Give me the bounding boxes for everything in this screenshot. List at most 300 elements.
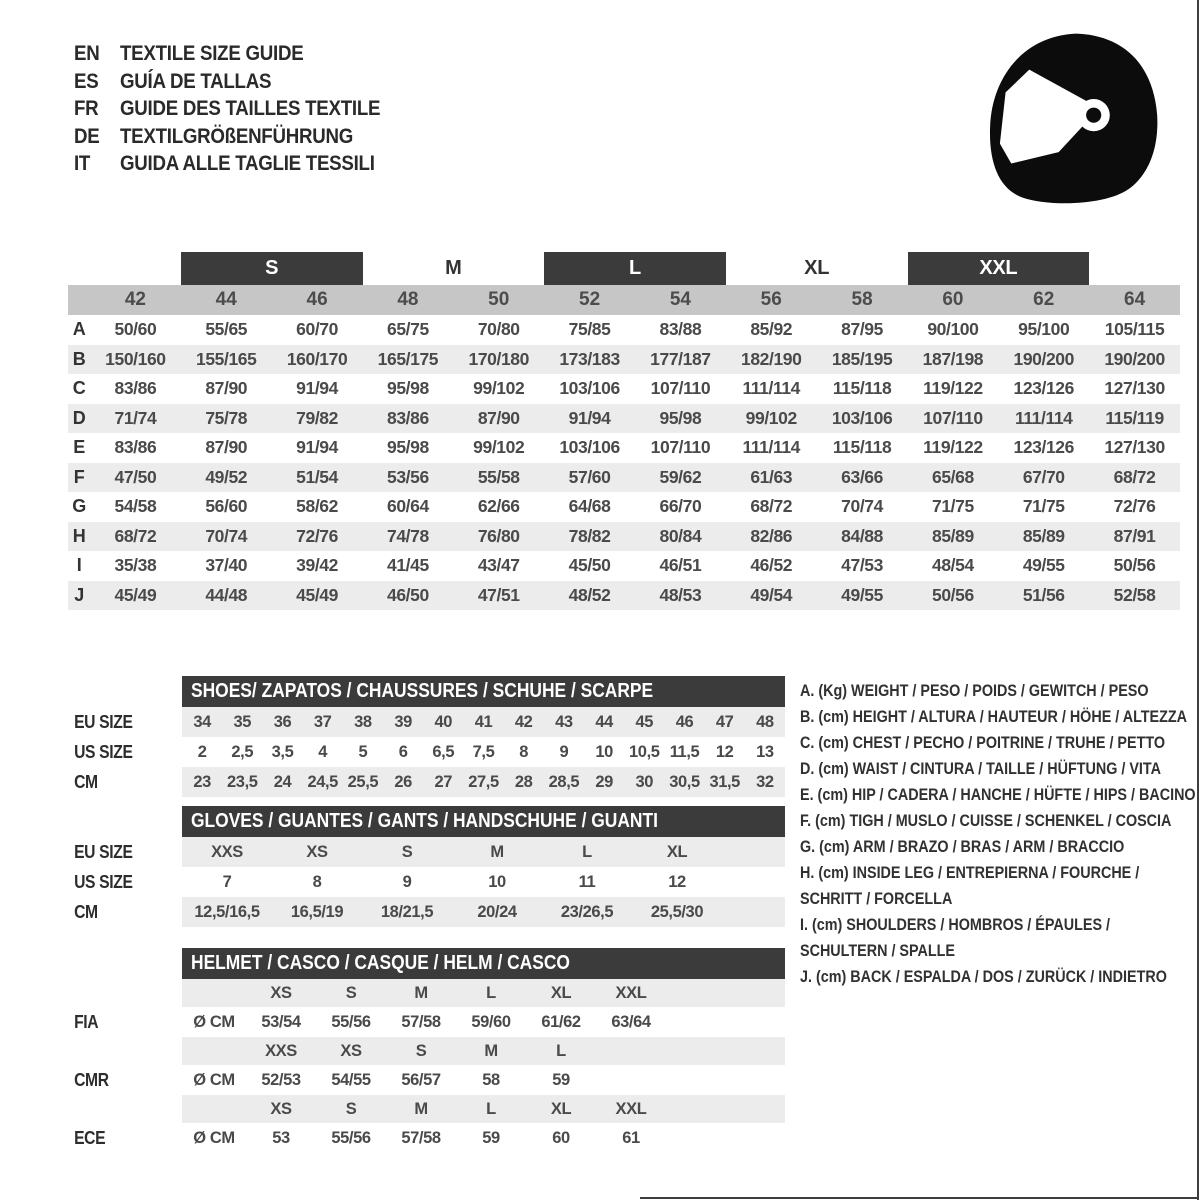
helmet-size-header-row <box>68 979 785 1007</box>
size-value-cell: 87/90 <box>205 437 248 458</box>
size-value-cell: 50/56 <box>1113 555 1156 576</box>
helmet-size-header: M <box>484 1041 498 1060</box>
legend-line <box>800 964 1198 990</box>
diameter-unit-label: Ø CM <box>193 1070 235 1089</box>
size-value-cell: 103/106 <box>559 437 620 458</box>
row-values <box>182 867 785 897</box>
size-value-cell: 10 <box>488 872 506 891</box>
size-value-cell: 185/195 <box>831 348 893 369</box>
measurement-row <box>68 492 1180 522</box>
racing-helmet-icon <box>975 28 1165 208</box>
size-group-label: L <box>544 252 726 285</box>
size-value-cell: 53/56 <box>387 466 429 487</box>
size-value-cell: 31,5 <box>709 772 740 791</box>
size-value-cell: 150/160 <box>105 348 166 369</box>
row-values <box>182 897 785 927</box>
shoes-section-title-bar <box>182 676 785 707</box>
legend-line <box>800 808 1198 834</box>
measurement-rows <box>68 315 1180 610</box>
legend-line <box>800 678 1198 704</box>
measurement-row <box>68 463 1180 493</box>
legend-text: D. (cm) WAIST / CINTURA / TAILLE / HÜFTUNG / VITA <box>800 759 1161 778</box>
size-column-header: 44 <box>215 289 237 310</box>
size-value-cell: 10 <box>595 742 613 761</box>
helmet-size-header: XS <box>270 1099 292 1118</box>
size-value-cell: 7 <box>222 872 232 891</box>
size-value-cell: 78/82 <box>568 525 611 546</box>
size-value-cell: 23/26,5 <box>560 902 614 921</box>
size-value-cell: 60/64 <box>387 496 429 517</box>
gloves-rows <box>68 837 785 927</box>
size-value-cell: 99/102 <box>473 437 525 458</box>
legend-text: SCHULTERN / SPALLE <box>800 941 955 960</box>
size-value-cell: 13 <box>756 742 774 761</box>
helmet-standard-label: CMR <box>74 1069 109 1090</box>
size-column-header: 52 <box>579 289 601 310</box>
size-value-cell: 6 <box>398 742 408 761</box>
helmet-size-value: 59/60 <box>471 1012 511 1031</box>
size-value-cell: 82/86 <box>750 525 793 546</box>
size-value-cell: 160/170 <box>286 348 348 369</box>
size-value-cell: 55/65 <box>205 319 248 340</box>
size-value-cell: 52/58 <box>1113 584 1156 605</box>
helmet-size-header: L <box>486 983 496 1002</box>
size-value-cell: 111/114 <box>742 378 801 399</box>
diameter-unit-label: Ø CM <box>193 1012 235 1031</box>
helmet-size-value: 61/62 <box>541 1012 581 1031</box>
size-value-cell: 59/62 <box>659 466 702 487</box>
size-value-cell: 70/80 <box>477 319 520 340</box>
size-value-cell: 119/122 <box>923 437 983 458</box>
size-value-cell: 170/180 <box>468 348 529 369</box>
size-value-cell: 83/86 <box>114 378 157 399</box>
row-letter: E <box>73 437 85 458</box>
size-value-cell: 38 <box>354 712 372 731</box>
size-value-cell: 90/100 <box>927 319 979 340</box>
size-value-cell: 190/200 <box>1013 348 1074 369</box>
size-value-cell: 45 <box>635 712 654 731</box>
size-value-cell: 47/50 <box>114 466 157 487</box>
measurement-row <box>68 404 1180 434</box>
row-values <box>182 707 785 737</box>
size-value-cell: 29 <box>595 772 613 791</box>
language-title: TEXTILGRÖßENFÜHRUNG <box>120 123 354 148</box>
row-values <box>182 1007 785 1037</box>
size-value-cell: 63/66 <box>841 466 883 487</box>
row-letter: C <box>72 378 86 399</box>
size-value-cell: 173/183 <box>559 348 620 369</box>
size-column-header: 62 <box>1033 289 1055 310</box>
helmet-size-header: XL <box>550 983 572 1002</box>
row-values <box>182 979 785 1007</box>
size-value-cell: 115/118 <box>832 437 892 458</box>
size-value-cell: 71/75 <box>1022 496 1065 517</box>
measurement-row <box>68 315 1180 345</box>
size-row <box>68 737 785 767</box>
size-value-cell: 95/98 <box>387 378 429 399</box>
size-value-cell: 26 <box>394 772 412 791</box>
size-value-cell: 87/90 <box>477 407 520 428</box>
size-value-cell: 35 <box>233 712 252 731</box>
language-item <box>74 150 419 178</box>
size-value-cell: 67/70 <box>1022 466 1065 487</box>
legend-line <box>800 860 1198 886</box>
legend-text: F. (cm) TIGH / MUSLO / CUISSE / SCHENKEL / COSCIA <box>800 811 1172 830</box>
size-value-cell: 64/68 <box>568 496 611 517</box>
helmet-size-value: 57/58 <box>401 1128 441 1147</box>
helmet-size-value: 63/64 <box>611 1012 651 1031</box>
legend-text: J. (cm) BACK / ESPALDA / DOS / ZURÜCK / INDIETRO <box>800 967 1167 986</box>
image-border-right <box>1197 0 1199 1200</box>
helmet-size-header-row <box>68 1095 785 1123</box>
size-value-cell: L <box>582 842 592 861</box>
size-value-cell: 66/70 <box>659 496 702 517</box>
size-value-cell: 83/86 <box>387 407 429 428</box>
size-row <box>68 707 785 737</box>
size-value-cell: S <box>401 842 413 861</box>
size-value-cell: 55/58 <box>477 466 520 487</box>
size-value-cell: 57/60 <box>568 466 611 487</box>
size-value-cell: 41/45 <box>387 555 429 576</box>
size-value-cell: 30 <box>635 772 654 791</box>
helmet-value-row <box>68 1123 785 1153</box>
size-value-cell: 51/54 <box>296 466 338 487</box>
size-value-cell: 45/50 <box>568 555 611 576</box>
helmet-size-value: 60 <box>552 1128 570 1147</box>
size-column-header: 46 <box>306 289 328 310</box>
size-value-cell: 54/58 <box>114 496 157 517</box>
size-value-cell: 70/74 <box>841 496 883 517</box>
language-code: IT <box>74 151 91 176</box>
size-column-header: 50 <box>488 289 510 310</box>
size-value-cell: 11 <box>578 872 596 891</box>
measurement-row <box>68 433 1180 463</box>
size-value-cell: 99/102 <box>745 407 797 428</box>
helmet-size-value: 54/55 <box>331 1070 371 1089</box>
gloves-section-title-bar <box>182 806 785 837</box>
legend-line <box>800 756 1198 782</box>
size-value-cell: 2,5 <box>231 742 254 761</box>
size-value-cell: 49/52 <box>205 466 248 487</box>
size-group-label: M <box>445 257 462 279</box>
size-value-cell: 107/110 <box>650 437 711 458</box>
size-value-cell: 84/88 <box>841 525 883 546</box>
size-value-cell: 87/95 <box>841 319 883 340</box>
image-border-bottom <box>640 1197 1199 1199</box>
size-value-cell: 99/102 <box>473 378 525 399</box>
legend-line <box>800 886 1198 912</box>
language-code: ES <box>74 68 99 93</box>
size-value-cell: 60/70 <box>296 319 338 340</box>
row-values <box>182 767 785 797</box>
size-value-cell: 48/54 <box>932 555 974 576</box>
row-values <box>182 837 785 867</box>
size-value-cell: 75/78 <box>205 407 248 428</box>
size-value-cell: 43 <box>555 712 573 731</box>
size-value-cell: 190/200 <box>1104 348 1165 369</box>
helmet-size-header: S <box>345 983 357 1002</box>
language-title: GUIDA ALLE TAGLIE TESSILI <box>120 151 375 176</box>
helmet-standard-label: FIA <box>74 1011 99 1032</box>
row-values <box>182 1037 785 1065</box>
size-value-cell: 65/75 <box>387 319 429 340</box>
helmet-section-title: HELMET / CASCO / CASQUE / HELM / CASCO <box>191 952 570 974</box>
size-value-cell: 72/76 <box>1113 496 1156 517</box>
numeric-size-header-row <box>68 285 1180 315</box>
size-value-cell: 87/90 <box>205 378 248 399</box>
row-label: EU SIZE <box>74 841 133 862</box>
language-title: GUÍA DE TALLAS <box>120 68 272 93</box>
size-value-cell: 187/198 <box>922 348 984 369</box>
size-value-cell: 123/126 <box>1013 378 1074 399</box>
size-value-cell: 6,5 <box>432 742 455 761</box>
numeric-header-spacer <box>68 285 90 315</box>
size-value-cell: 127/130 <box>1104 437 1165 458</box>
helmet-section-title-bar <box>182 948 785 979</box>
legend-text: I. (cm) SHOULDERS / HOMBROS / ÉPAULES / <box>800 915 1111 934</box>
row-label: US SIZE <box>74 741 133 762</box>
size-value-cell: 49/55 <box>1022 555 1065 576</box>
language-code: FR <box>74 96 99 121</box>
size-value-cell: 103/106 <box>831 407 893 428</box>
size-value-cell: 12 <box>715 742 734 761</box>
size-column-header: 48 <box>397 289 419 310</box>
size-value-cell: 12 <box>668 872 686 891</box>
size-column-header: 42 <box>124 289 146 310</box>
size-value-cell: 182/190 <box>741 348 802 369</box>
size-value-cell: 46/51 <box>659 555 702 576</box>
size-value-cell: 27 <box>434 772 453 791</box>
legend-text: C. (cm) CHEST / PECHO / POITRINE / TRUHE / PETTO <box>800 733 1166 752</box>
size-value-cell: 40 <box>434 712 453 731</box>
size-value-cell: 71/74 <box>114 407 157 428</box>
helmet-value-row <box>68 1065 785 1095</box>
size-value-cell: 23 <box>193 772 211 791</box>
row-values <box>182 1095 785 1123</box>
legend-text: G. (cm) ARM / BRAZO / BRAS / ARM / BRACCIO <box>800 837 1125 856</box>
size-column-header: 58 <box>851 289 873 310</box>
size-value-cell: 79/82 <box>296 407 338 428</box>
row-label-empty <box>68 979 182 1007</box>
helmet-size-header: M <box>414 983 428 1002</box>
size-column-header: 56 <box>760 289 782 310</box>
size-value-cell: 62/66 <box>477 496 520 517</box>
language-code: EN <box>74 41 100 66</box>
gloves-section-title: GLOVES / GUANTES / GANTS / HANDSCHUHE / GUANTI <box>191 810 658 832</box>
size-value-cell: 45/49 <box>114 584 157 605</box>
size-value-cell: 28 <box>514 772 533 791</box>
size-value-cell: XL <box>666 842 688 861</box>
size-value-cell: 46/52 <box>750 555 793 576</box>
helmet-size-value: 61 <box>622 1128 640 1147</box>
size-value-cell: 95/98 <box>659 407 702 428</box>
helmet-size-value: 58 <box>482 1070 500 1089</box>
size-value-cell: 83/88 <box>659 319 702 340</box>
size-value-cell: 7,5 <box>472 742 495 761</box>
size-value-cell: 48 <box>756 712 774 731</box>
size-value-cell: 37/40 <box>205 555 248 576</box>
helmet-size-header: L <box>556 1041 566 1060</box>
size-value-cell: 65/68 <box>932 466 974 487</box>
row-letter: D <box>72 407 86 428</box>
size-value-cell: 105/115 <box>1104 319 1165 340</box>
size-value-cell: 91/94 <box>296 378 338 399</box>
helmet-size-header: XL <box>550 1099 572 1118</box>
row-letter: G <box>72 496 86 517</box>
size-value-cell: 20/24 <box>477 902 517 921</box>
shoes-rows <box>68 707 785 797</box>
helmet-size-value: 59 <box>482 1128 500 1147</box>
size-value-cell: 48/52 <box>568 584 611 605</box>
helmet-standard-label: ECE <box>74 1127 106 1148</box>
size-value-cell: 103/106 <box>559 378 620 399</box>
size-value-cell: M <box>490 842 504 861</box>
row-values <box>182 737 785 767</box>
size-value-cell: 56/60 <box>205 496 248 517</box>
size-value-cell: 2 <box>197 742 207 761</box>
measurement-row <box>68 345 1180 375</box>
size-value-cell: 12,5/16,5 <box>194 902 260 921</box>
measurement-row <box>68 581 1180 611</box>
row-letter: J <box>74 584 84 605</box>
size-value-cell: 25,5 <box>347 772 379 791</box>
size-value-cell: 80/84 <box>659 525 702 546</box>
helmet-rows <box>68 979 785 1153</box>
language-list <box>74 40 419 178</box>
row-label: CM <box>74 901 98 922</box>
measurement-legend <box>800 678 1198 990</box>
row-values <box>182 1065 785 1095</box>
size-value-cell: 87/91 <box>1113 525 1156 546</box>
size-value-cell: 49/54 <box>750 584 793 605</box>
size-value-cell: 115/119 <box>1105 407 1164 428</box>
legend-text: A. (Kg) WEIGHT / PESO / POIDS / GEWITCH / PESO <box>800 681 1149 700</box>
size-value-cell: 16,5/19 <box>290 902 344 921</box>
size-value-cell: 71/75 <box>932 496 974 517</box>
legend-line <box>800 912 1198 938</box>
helmet-size-value: 56/57 <box>401 1070 441 1089</box>
size-value-cell: 44 <box>595 712 613 731</box>
size-value-cell: 72/76 <box>296 525 338 546</box>
size-group-label: XL <box>804 257 830 279</box>
size-value-cell: 85/89 <box>1022 525 1065 546</box>
row-label: EU SIZE <box>74 711 133 732</box>
size-column-header: 60 <box>942 289 964 310</box>
size-value-cell: 50/60 <box>114 319 157 340</box>
size-value-cell: 74/78 <box>387 525 429 546</box>
size-value-cell: 35/38 <box>114 555 157 576</box>
size-value-cell: 123/126 <box>1013 437 1074 458</box>
size-column-header: 54 <box>669 289 691 310</box>
size-value-cell: 85/92 <box>750 319 793 340</box>
size-value-cell: 11,5 <box>669 742 700 761</box>
size-value-cell: 76/80 <box>477 525 520 546</box>
helmet-size-value: 53 <box>272 1128 290 1147</box>
diameter-unit-label: Ø CM <box>193 1128 235 1147</box>
size-value-cell: 91/94 <box>296 437 338 458</box>
size-group-label: S <box>181 252 363 285</box>
size-value-cell: 107/110 <box>923 407 983 428</box>
size-value-cell: 61/63 <box>750 466 793 487</box>
size-group-label: XXL <box>908 252 1090 285</box>
size-value-cell: 165/175 <box>377 348 439 369</box>
size-value-cell: 111/114 <box>1014 407 1073 428</box>
size-value-cell: 85/89 <box>932 525 974 546</box>
size-value-cell: 58/62 <box>296 496 338 517</box>
size-value-cell: 34 <box>193 712 211 731</box>
size-value-cell: 24,5 <box>307 772 338 791</box>
size-value-cell: 27,5 <box>468 772 499 791</box>
size-value-cell: 95/98 <box>387 437 429 458</box>
size-value-cell: 48/53 <box>659 584 702 605</box>
size-value-cell: 47/51 <box>477 584 520 605</box>
language-item <box>74 40 419 68</box>
size-column-header: 64 <box>1124 289 1146 310</box>
size-value-cell: 177/187 <box>650 348 711 369</box>
size-value-cell: 111/114 <box>742 437 801 458</box>
size-value-cell: 47 <box>715 712 734 731</box>
size-value-cell: 39/42 <box>296 555 338 576</box>
helmet-size-header: XXS <box>265 1041 297 1060</box>
size-value-cell: 155/165 <box>196 348 257 369</box>
row-letter: I <box>76 555 82 576</box>
size-group-header-row <box>68 252 1180 285</box>
row-letter: H <box>72 525 86 546</box>
size-value-cell: XXS <box>211 842 243 861</box>
legend-text: E. (cm) HIP / CADERA / HANCHE / HÜFTE / HIPS / BACINO <box>800 785 1196 804</box>
legend-line <box>800 730 1198 756</box>
size-value-cell: 46/50 <box>387 584 429 605</box>
size-row <box>68 767 785 797</box>
helmet-size-header: XS <box>270 983 292 1002</box>
row-letter: B <box>72 348 86 369</box>
measurement-row <box>68 374 1180 404</box>
language-title: GUIDE DES TAILLES TEXTILE <box>120 96 381 121</box>
size-value-cell: 68/72 <box>1113 466 1156 487</box>
helmet-size-header: M <box>414 1099 428 1118</box>
size-value-cell: 32 <box>756 772 774 791</box>
size-value-cell: 24 <box>273 772 292 791</box>
helmet-size-value: 52/53 <box>261 1070 301 1089</box>
helmet-size-header: XXL <box>615 983 647 1002</box>
size-value-cell: 91/94 <box>568 407 611 428</box>
size-value-cell: 41 <box>474 712 493 731</box>
helmet-size-header: XS <box>340 1041 362 1060</box>
row-letter: F <box>73 466 85 487</box>
unit-cell-empty <box>182 1095 246 1123</box>
size-row <box>68 837 785 867</box>
helmet-size-header: S <box>345 1099 357 1118</box>
size-value-cell: 83/86 <box>114 437 157 458</box>
unit-cell-empty <box>182 979 246 1007</box>
size-value-cell: 18/21,5 <box>380 902 434 921</box>
row-label: US SIZE <box>74 871 133 892</box>
helmet-size-header: L <box>486 1099 496 1118</box>
language-title: TEXTILE SIZE GUIDE <box>120 41 304 66</box>
size-value-cell: 107/110 <box>650 378 711 399</box>
legend-line <box>800 834 1198 860</box>
size-value-cell: 50/56 <box>932 584 974 605</box>
size-row <box>68 897 785 927</box>
size-value-cell: 8 <box>519 742 529 761</box>
textile-size-table <box>68 252 1180 610</box>
helmet-value-row <box>68 1007 785 1037</box>
size-value-cell: 70/74 <box>205 525 248 546</box>
measurement-row <box>68 551 1180 581</box>
legend-line <box>800 782 1198 808</box>
size-value-cell: 115/118 <box>832 378 892 399</box>
size-value-cell: 3,5 <box>271 742 294 761</box>
